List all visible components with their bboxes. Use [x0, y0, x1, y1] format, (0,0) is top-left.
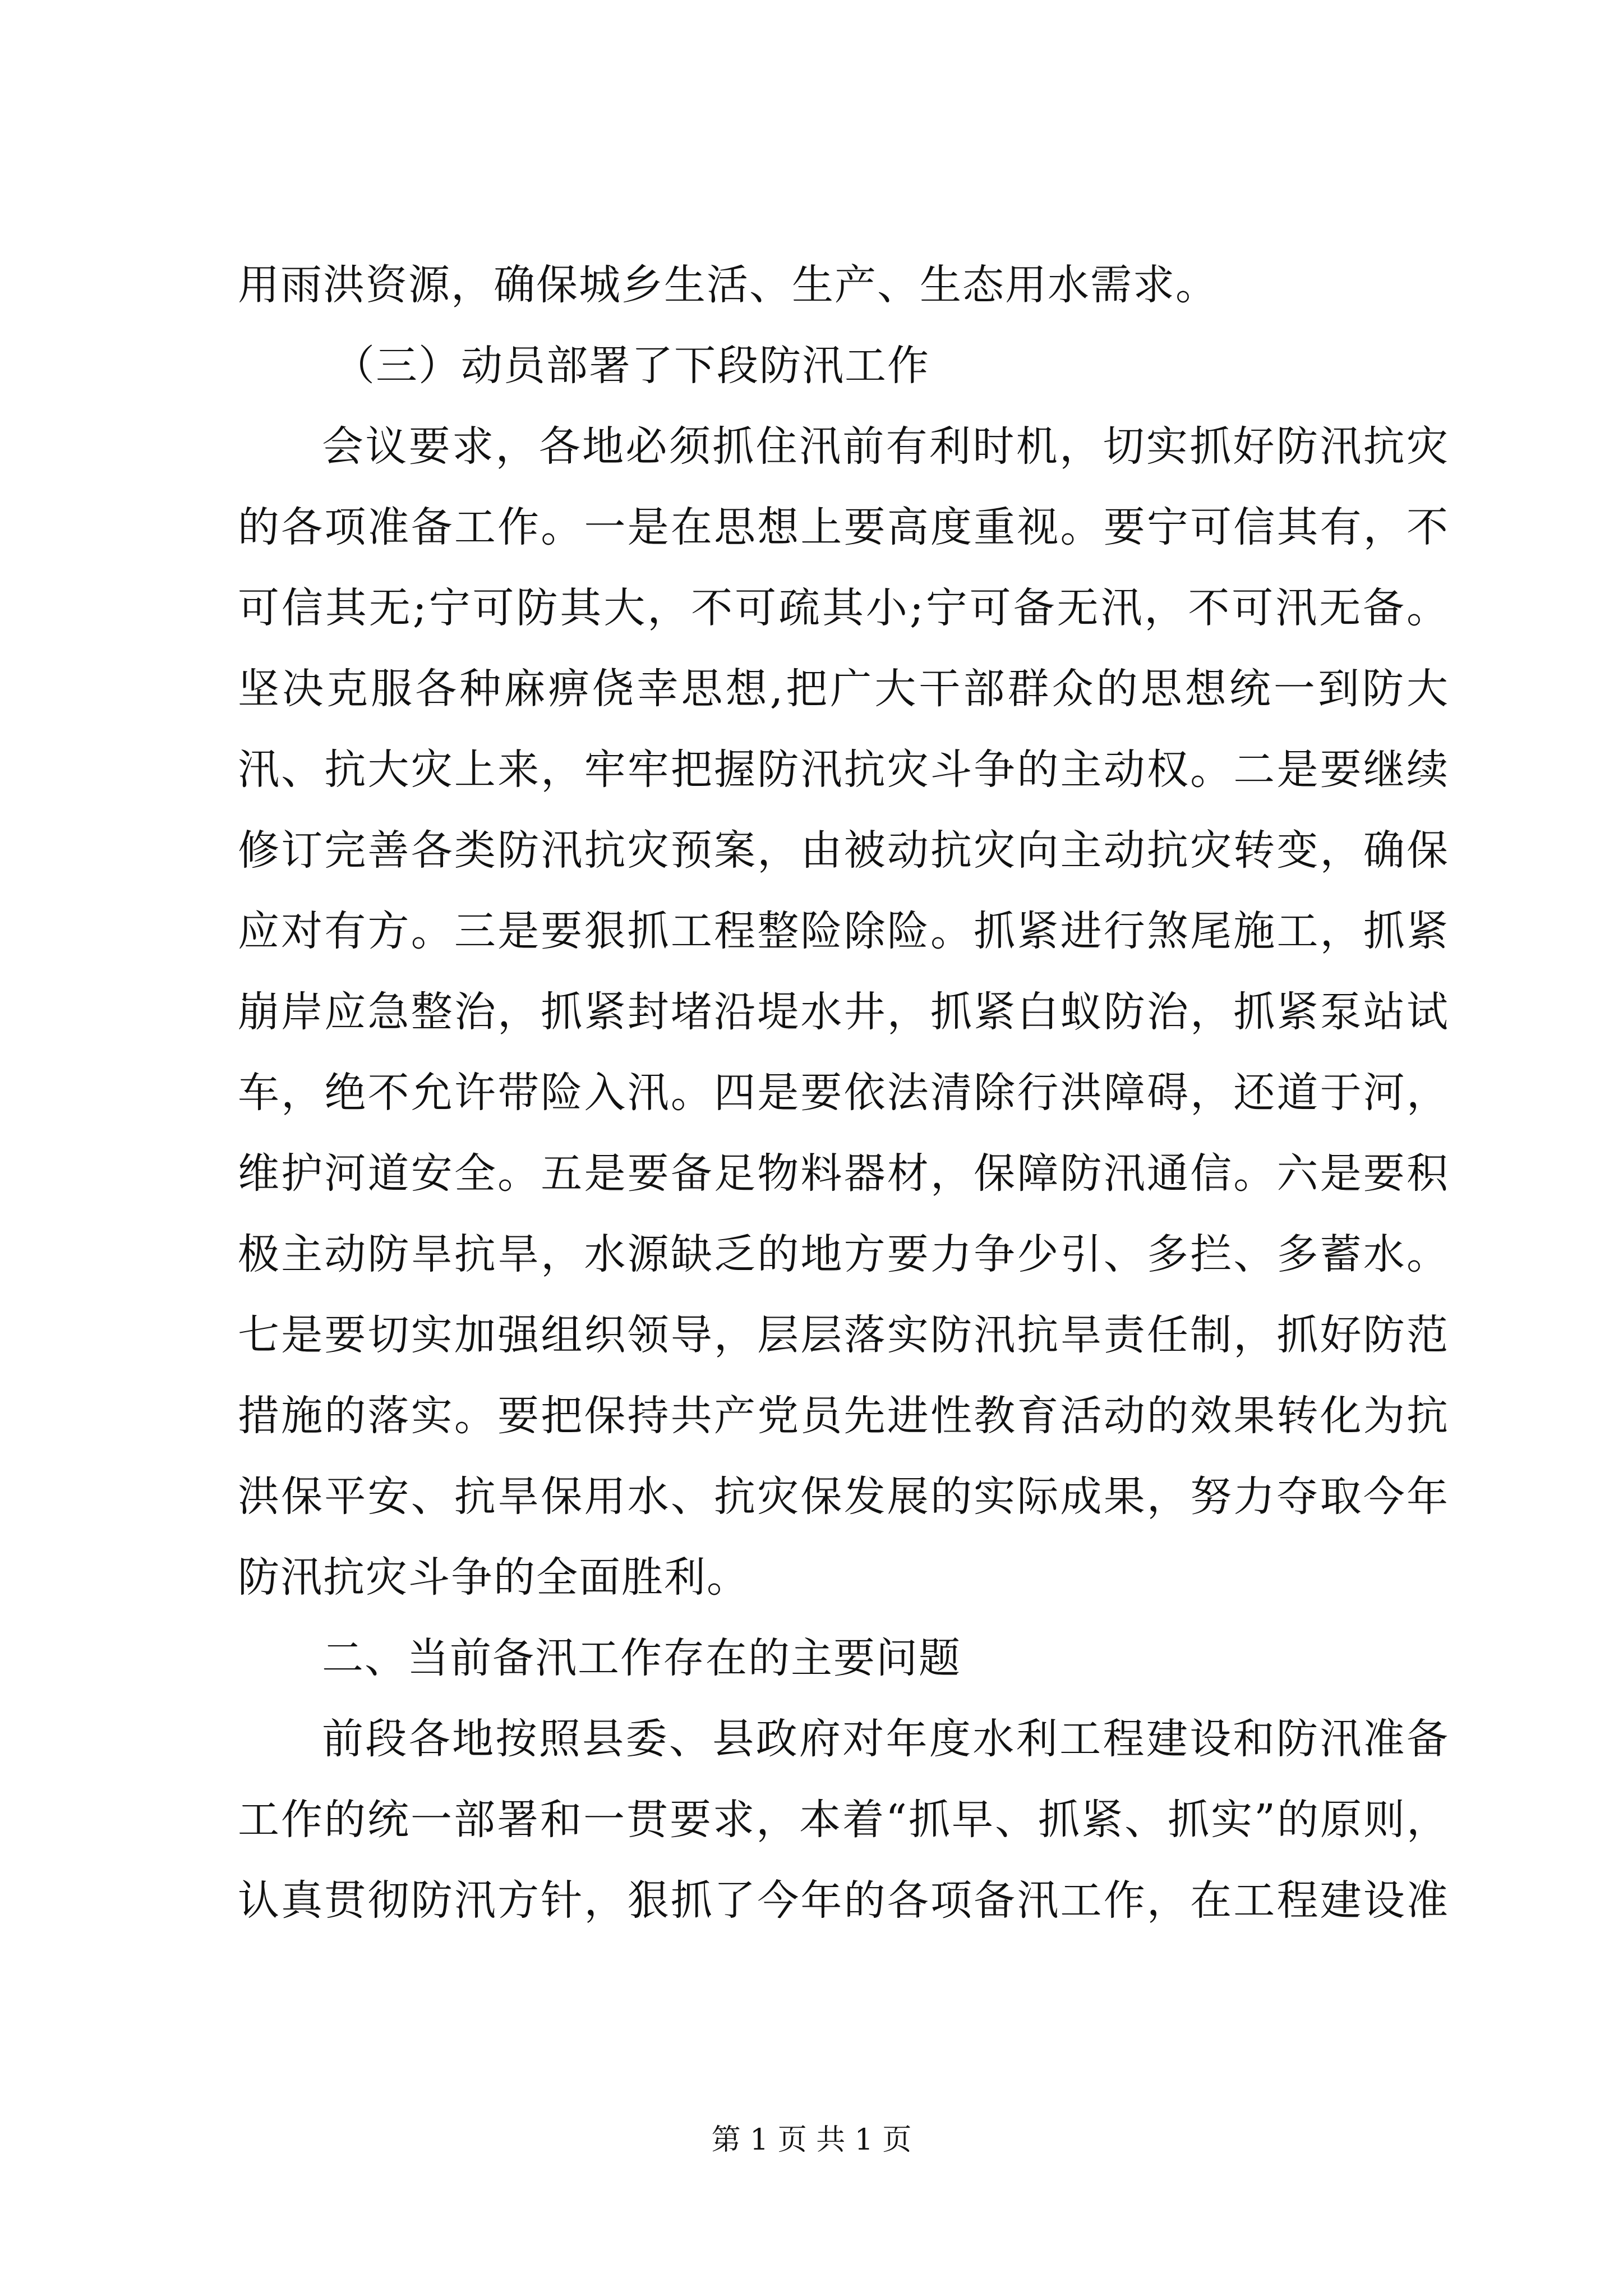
paragraph-line: 应对有方。三是要狠抓工程整险除险。抓紧进行煞尾施工，抓紧	[238, 907, 1449, 955]
paragraph-line: 工作的统一部署和一贯要求，本着“抓早、抓紧、抓实”的原则，	[238, 1796, 1449, 1844]
paragraph-line: 的各项准备工作。一是在思想上要高度重视。要宁可信其有，不	[238, 503, 1449, 551]
paragraph-line: 坚决克服各种麻痹侥幸思想,把广大干部群众的思想统一到防大	[238, 665, 1449, 713]
paragraph-line: 维护河道安全。五是要备足物料器材，保障防汛通信。六是要积	[238, 1149, 1449, 1198]
page-number-footer: 第 1 页 共 1 页	[711, 2123, 912, 2157]
paragraph-line: 极主动防旱抗旱，水源缺乏的地方要力争少引、多拦、多蓄水。	[238, 1230, 1449, 1278]
document-body	[238, 245, 1449, 1941]
paragraph-line: 崩岸应急整治，抓紧封堵沿堤水井，抓紧白蚁防治，抓紧泵站试	[238, 988, 1449, 1036]
paragraph-line: 用雨洪资源，确保城乡生活、生产、生态用水需求。	[238, 261, 1218, 309]
section-heading: （三）动员部署了下段防汛工作	[333, 342, 930, 390]
paragraph-line: 可信其无;宁可防其大，不可疏其小;宁可备无汛，不可汛无备。	[238, 584, 1449, 632]
paragraph-line: 汛、抗大灾上来，牢牢把握防汛抗灾斗争的主动权。二是要继续	[238, 746, 1449, 794]
paragraph-line: 前段各地按照县委、县政府对年度水利工程建设和防汛准备	[322, 1715, 1449, 1763]
paragraph-line: 洪保平安、抗旱保用水、抗灾保发展的实际成果，努力夺取今年	[238, 1473, 1449, 1521]
paragraph-line: 七是要切实加强组织领导，层层落实防汛抗旱责任制，抓好防范	[238, 1311, 1449, 1359]
section-heading: 二、当前备汛工作存在的主要问题	[322, 1634, 961, 1682]
paragraph-line: 防汛抗灾斗争的全面胜利。	[238, 1553, 749, 1602]
paragraph-line: 认真贯彻防汛方针，狠抓了今年的各项备汛工作，在工程建设准	[238, 1876, 1449, 1925]
paragraph-line: 车，绝不允许带险入汛。四是要依法清除行洪障碍，还道于河，	[238, 1069, 1449, 1117]
paragraph-line: 措施的落实。要把保持共产党员先进性教育活动的效果转化为抗	[238, 1392, 1449, 1440]
paragraph-line: 会议要求，各地必须抓住汛前有利时机，切实抓好防汛抗灾	[322, 422, 1449, 471]
paragraph-line: 修订完善各类防汛抗灾预案，由被动抗灾向主动抗灾转变，确保	[238, 826, 1449, 875]
